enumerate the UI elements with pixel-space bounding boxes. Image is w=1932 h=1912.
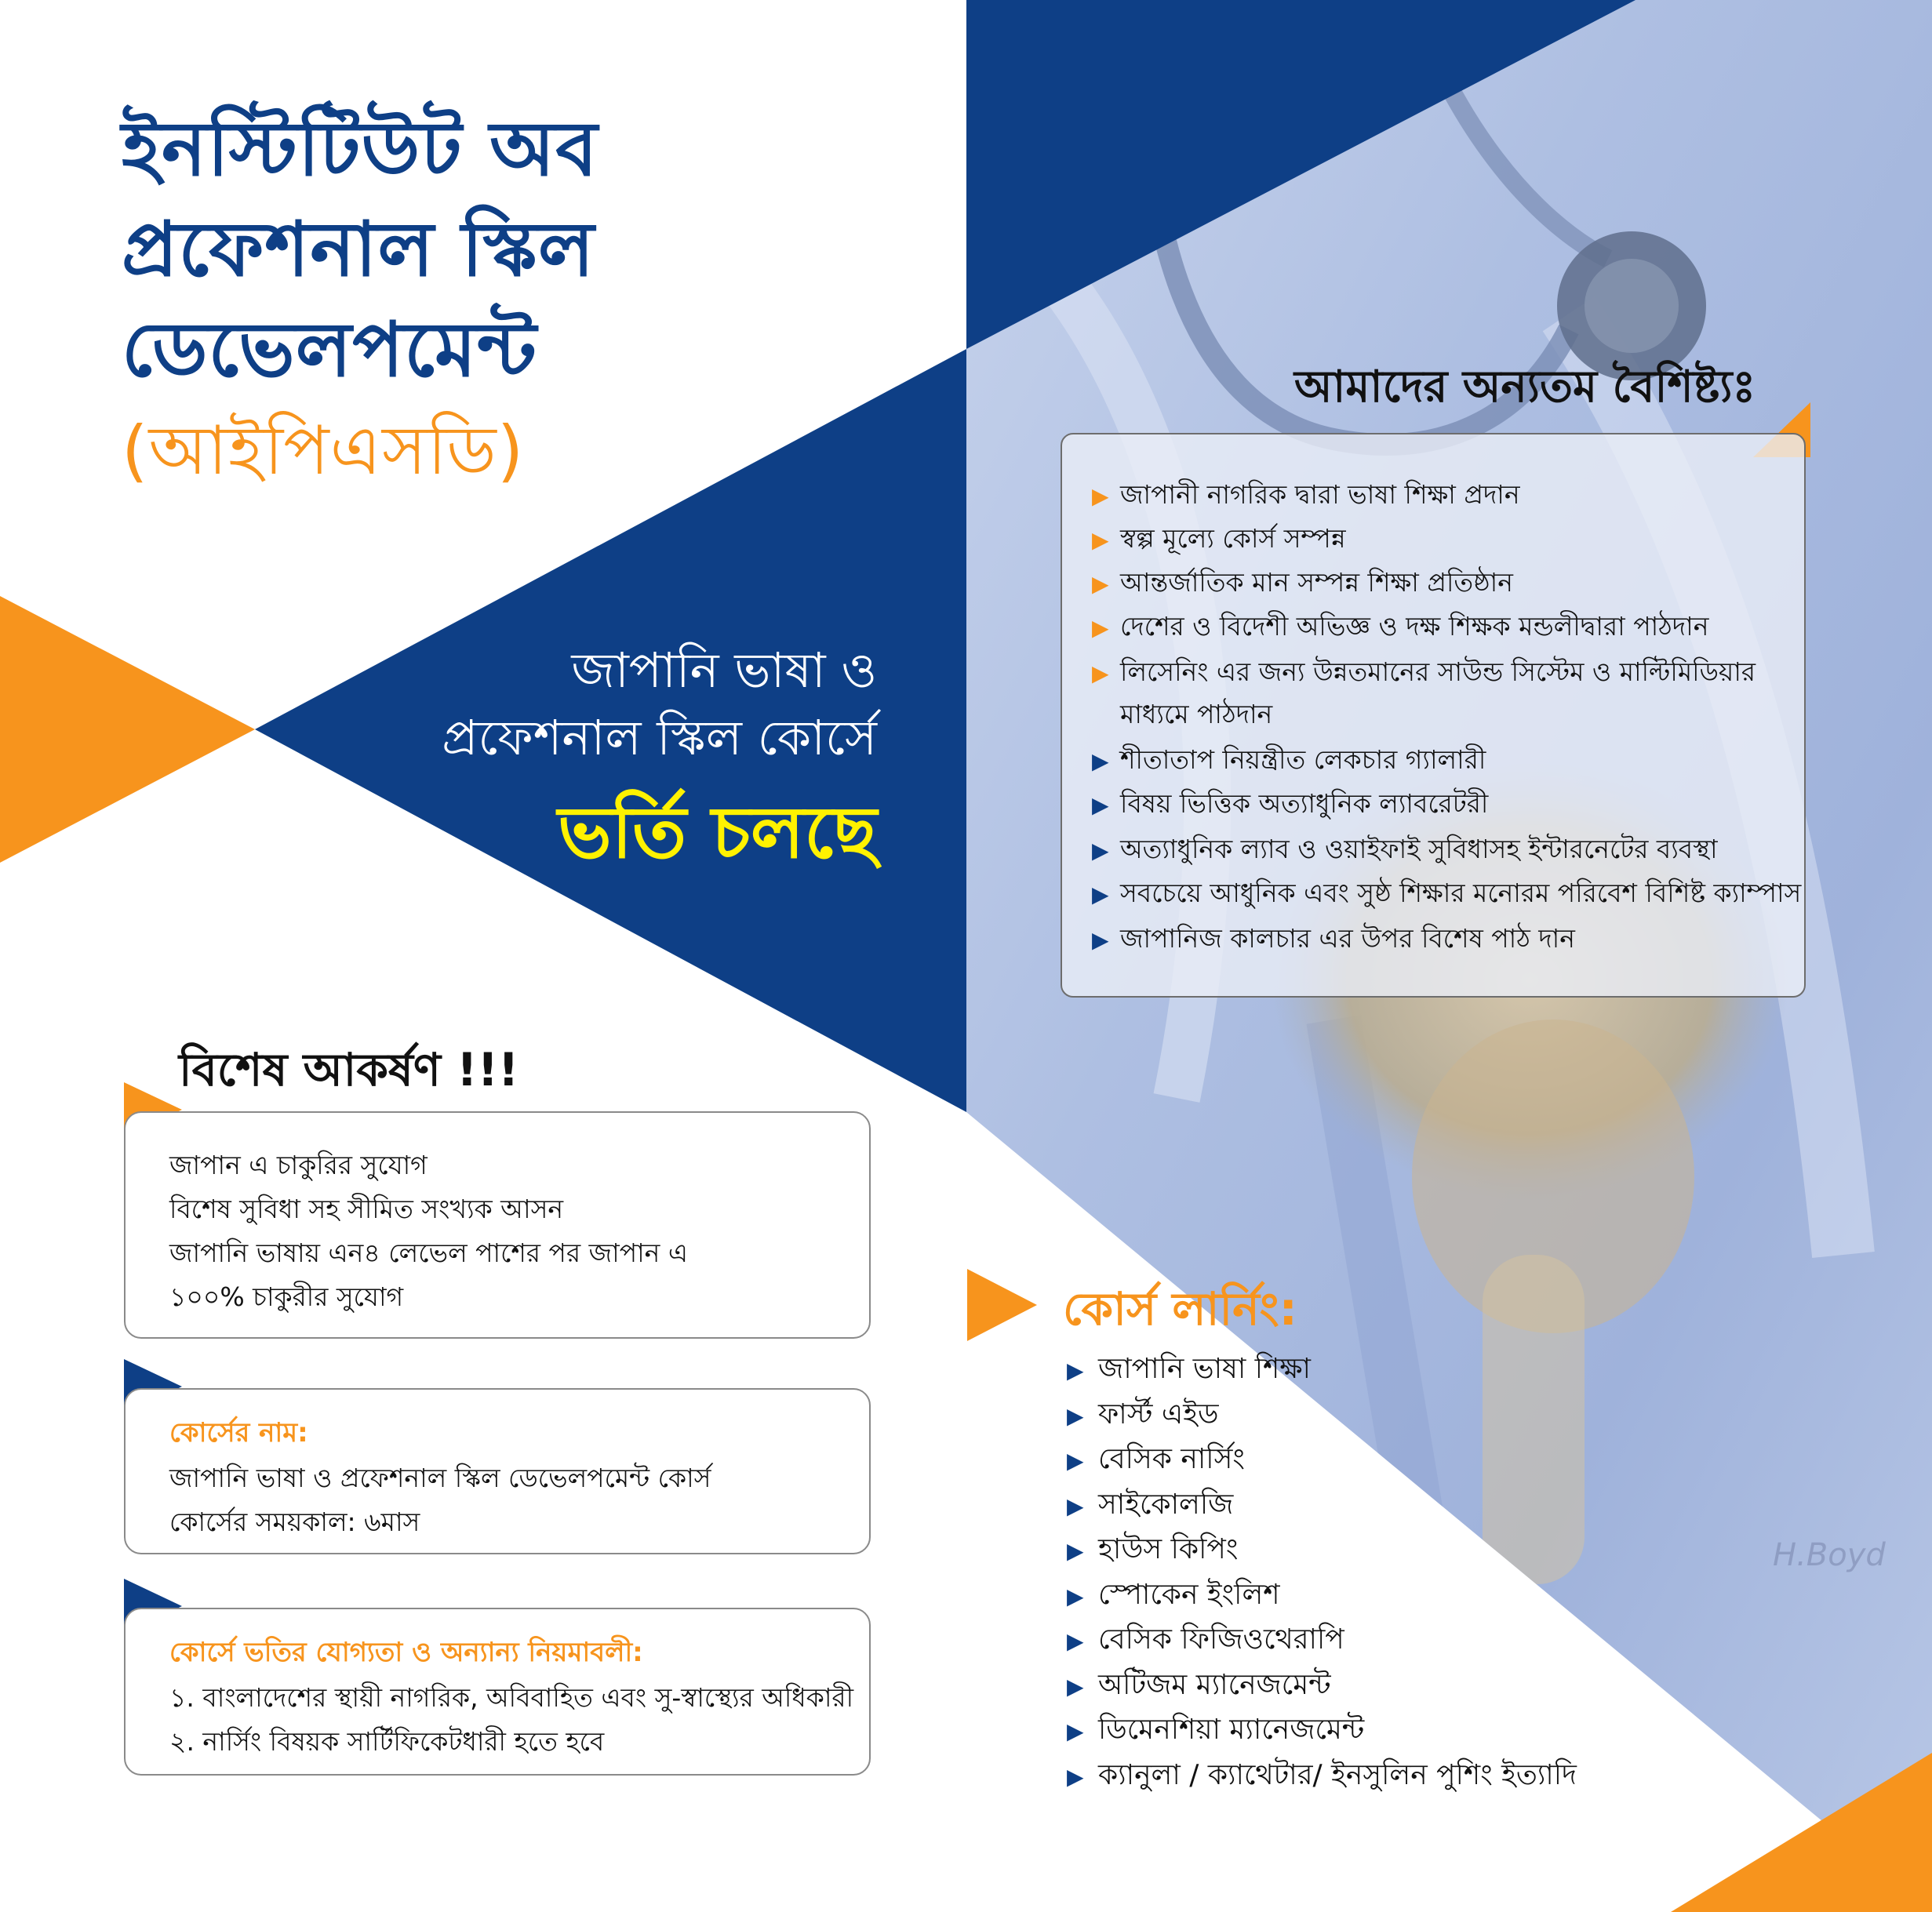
play-arrow-icon: ▶ xyxy=(1067,1358,1084,1383)
feature-item xyxy=(1092,783,1488,827)
special-line: জাপানি ভাষায় এন৪ লেভেল পাশের পর জাপান এ xyxy=(169,1238,688,1268)
play-arrow-icon: ▶ xyxy=(1067,1492,1084,1519)
title-abbreviation: (আইপিএসডি) xyxy=(122,412,525,490)
admission-line-1: জাপানি ভাষা ও xyxy=(571,642,877,699)
feature-item xyxy=(1092,605,1708,649)
feature-text: জাপানিজ কালচার এর উপর বিশেষ পাঠ দান xyxy=(1120,923,1575,954)
title-line-3: ডেভেলপমেন্ট xyxy=(122,306,537,394)
learning-text: বেসিক নার্সিং xyxy=(1098,1443,1245,1475)
feature-item xyxy=(1092,651,1756,695)
feature-text: লিসেনিং এর জন্য উন্নতমানের সাউন্ড সিস্টেম ও মাল্টিমিডিয়ার xyxy=(1120,656,1756,687)
feature-text: সবচেয়ে আধুনিক এবং সুষ্ঠ শিক্ষার মনোরম পরিবেশ বিশিষ্ট ক্যাম্পাস xyxy=(1120,878,1802,908)
learning-item xyxy=(1067,1618,1344,1663)
play-arrow-icon: ▶ xyxy=(1092,660,1109,686)
feature-text: জাপানী নাগরিক দ্বারা ভাষা শিক্ষা প্রদান xyxy=(1120,479,1520,510)
feature-text: শীতাতাপ নিয়ন্ত্রীত লেকচার গ্যালারী xyxy=(1120,744,1486,775)
course-name-card xyxy=(124,1388,871,1554)
feature-item xyxy=(1092,872,1801,916)
feature-text: অত্যাধুনিক ল্যাব ও ওয়াইফাই সুবিধাসহ ইন্টারনেটের ব্যবস্থা xyxy=(1120,834,1718,864)
play-arrow-icon: ▶ xyxy=(1067,1583,1084,1609)
learning-heading-triangle xyxy=(967,1269,1037,1341)
play-arrow-icon: ▶ xyxy=(1067,1718,1084,1744)
feature-text: বিষয় ভিত্তিক অত্যাধুনিক ল্যাবরেটরী xyxy=(1120,788,1489,819)
feature-text: মাধ্যমে পাঠদান xyxy=(1120,699,1273,729)
course-name-label: কোর্সের নাম: xyxy=(169,1417,308,1449)
admission-line-2: প্রফেশনাল স্কিল কোর্সে xyxy=(442,709,877,766)
special-card xyxy=(124,1111,871,1339)
feature-item xyxy=(1092,828,1718,872)
special-line: জাপান এ চাকুরির সুযোগ xyxy=(169,1150,428,1180)
features-heading: আমাদের অন্যতম বৈশিষ্ট্যঃ xyxy=(1294,362,1756,413)
feature-item xyxy=(1092,693,1272,736)
play-arrow-icon: ▶ xyxy=(1092,615,1109,641)
course-name-line: জাপানি ভাষা ও প্রফেশনাল স্কিল ডেভেলপমেন্ট কোর্স xyxy=(169,1463,711,1493)
learning-text: বেসিক ফিজিওথেরাপি xyxy=(1098,1623,1344,1656)
learning-item xyxy=(1067,1347,1311,1393)
special-heading: বিশেষ আকর্ষণ !!! xyxy=(179,1043,519,1096)
learning-item xyxy=(1067,1754,1577,1799)
feature-item xyxy=(1092,474,1520,518)
eligibility-label: কোর্সে ভতির যোগ্যতা ও অন্যান্য নিয়মাবলী: xyxy=(169,1637,643,1668)
learning-item xyxy=(1067,1483,1233,1529)
painting-signature: H.Boyd xyxy=(1773,1537,1886,1573)
learning-text: ডিমেনশিয়া ম্যানেজমেন্ট xyxy=(1098,1714,1365,1746)
play-arrow-icon: ▶ xyxy=(1092,927,1109,953)
orange-left-triangle xyxy=(0,596,255,863)
learning-item xyxy=(1067,1573,1280,1619)
special-line: বিশেষ সুবিধা সহ সীমিত সংখ্যক আসন xyxy=(169,1194,564,1224)
play-arrow-icon: ▶ xyxy=(1067,1448,1084,1474)
play-arrow-icon: ▶ xyxy=(1067,1673,1084,1699)
play-arrow-icon: ▶ xyxy=(1092,881,1109,907)
eligibility-card xyxy=(124,1608,871,1776)
learning-item xyxy=(1067,1438,1245,1483)
play-arrow-icon: ▶ xyxy=(1092,838,1109,863)
play-arrow-icon: ▶ xyxy=(1067,1763,1084,1790)
special-line: ১০০% চাকুরীর সুযোগ xyxy=(169,1281,404,1312)
learning-text: ফার্স্ট এইড xyxy=(1098,1398,1219,1430)
learning-text: জাপানি ভাষা শিক্ষা xyxy=(1098,1353,1311,1385)
feature-text: আন্তর্জাতিক মান সম্পন্ন শিক্ষা প্রতিষ্ঠান xyxy=(1120,567,1513,598)
play-arrow-icon: ▶ xyxy=(1067,1402,1084,1429)
title-line-1: ইনস্টিটিউট অব xyxy=(122,105,599,193)
feature-item xyxy=(1092,518,1346,562)
play-arrow-icon: ▶ xyxy=(1092,792,1109,818)
feature-text: স্বল্প মূল্যে কোর্স সম্পন্ন xyxy=(1120,523,1346,554)
feature-item xyxy=(1092,918,1575,961)
play-arrow-icon: ▶ xyxy=(1092,571,1109,597)
play-arrow-icon: ▶ xyxy=(1067,1538,1084,1564)
feature-item xyxy=(1092,562,1513,605)
feature-text: দেশের ও বিদেশী অভিজ্ঞ ও দক্ষ শিক্ষক মন্ডলীদ্বারা পাঠদান xyxy=(1120,611,1709,642)
learning-text: স্পোকেন ইংলিশ xyxy=(1098,1578,1280,1611)
learning-heading: কোর্স লার্নিং: xyxy=(1063,1282,1297,1336)
learning-text: সাইকোলজি xyxy=(1098,1488,1234,1521)
learning-item xyxy=(1067,1393,1218,1438)
play-arrow-icon: ▶ xyxy=(1092,748,1109,774)
eligibility-line: ১. বাংলাদেশের স্থায়ী নাগরিক, অবিবাহিত এবং সু-স্বাস্থ্যের অধিকারী xyxy=(169,1682,854,1713)
learning-item xyxy=(1067,1708,1364,1754)
feature-item xyxy=(1092,739,1486,783)
learning-item xyxy=(1067,1528,1238,1573)
play-arrow-icon: ▶ xyxy=(1092,527,1109,553)
eligibility-line: ২. নার্সিং বিষয়ক সার্টিফিকেটধারী হতে হবে xyxy=(169,1726,605,1757)
title-line-2: প্রফেশনাল স্কিল xyxy=(122,205,595,293)
learning-item xyxy=(1067,1663,1331,1709)
learning-text: হাউস কিপিং xyxy=(1098,1533,1239,1565)
play-arrow-icon: ▶ xyxy=(1067,1628,1084,1654)
learning-text: অটিজম ম্যানেজমেন্ট xyxy=(1098,1668,1331,1701)
play-arrow-icon: ▶ xyxy=(1092,483,1109,509)
learning-text: ক্যানুলা / ক্যাথেটার/ ইনসুলিন পুশিং ইত্যাদি xyxy=(1098,1758,1577,1791)
features-box xyxy=(1061,433,1806,998)
admission-open-text: ভর্তি চলছে xyxy=(558,791,877,874)
course-duration-line: কোর্সের সময়কাল: ৬মাস xyxy=(169,1507,420,1537)
